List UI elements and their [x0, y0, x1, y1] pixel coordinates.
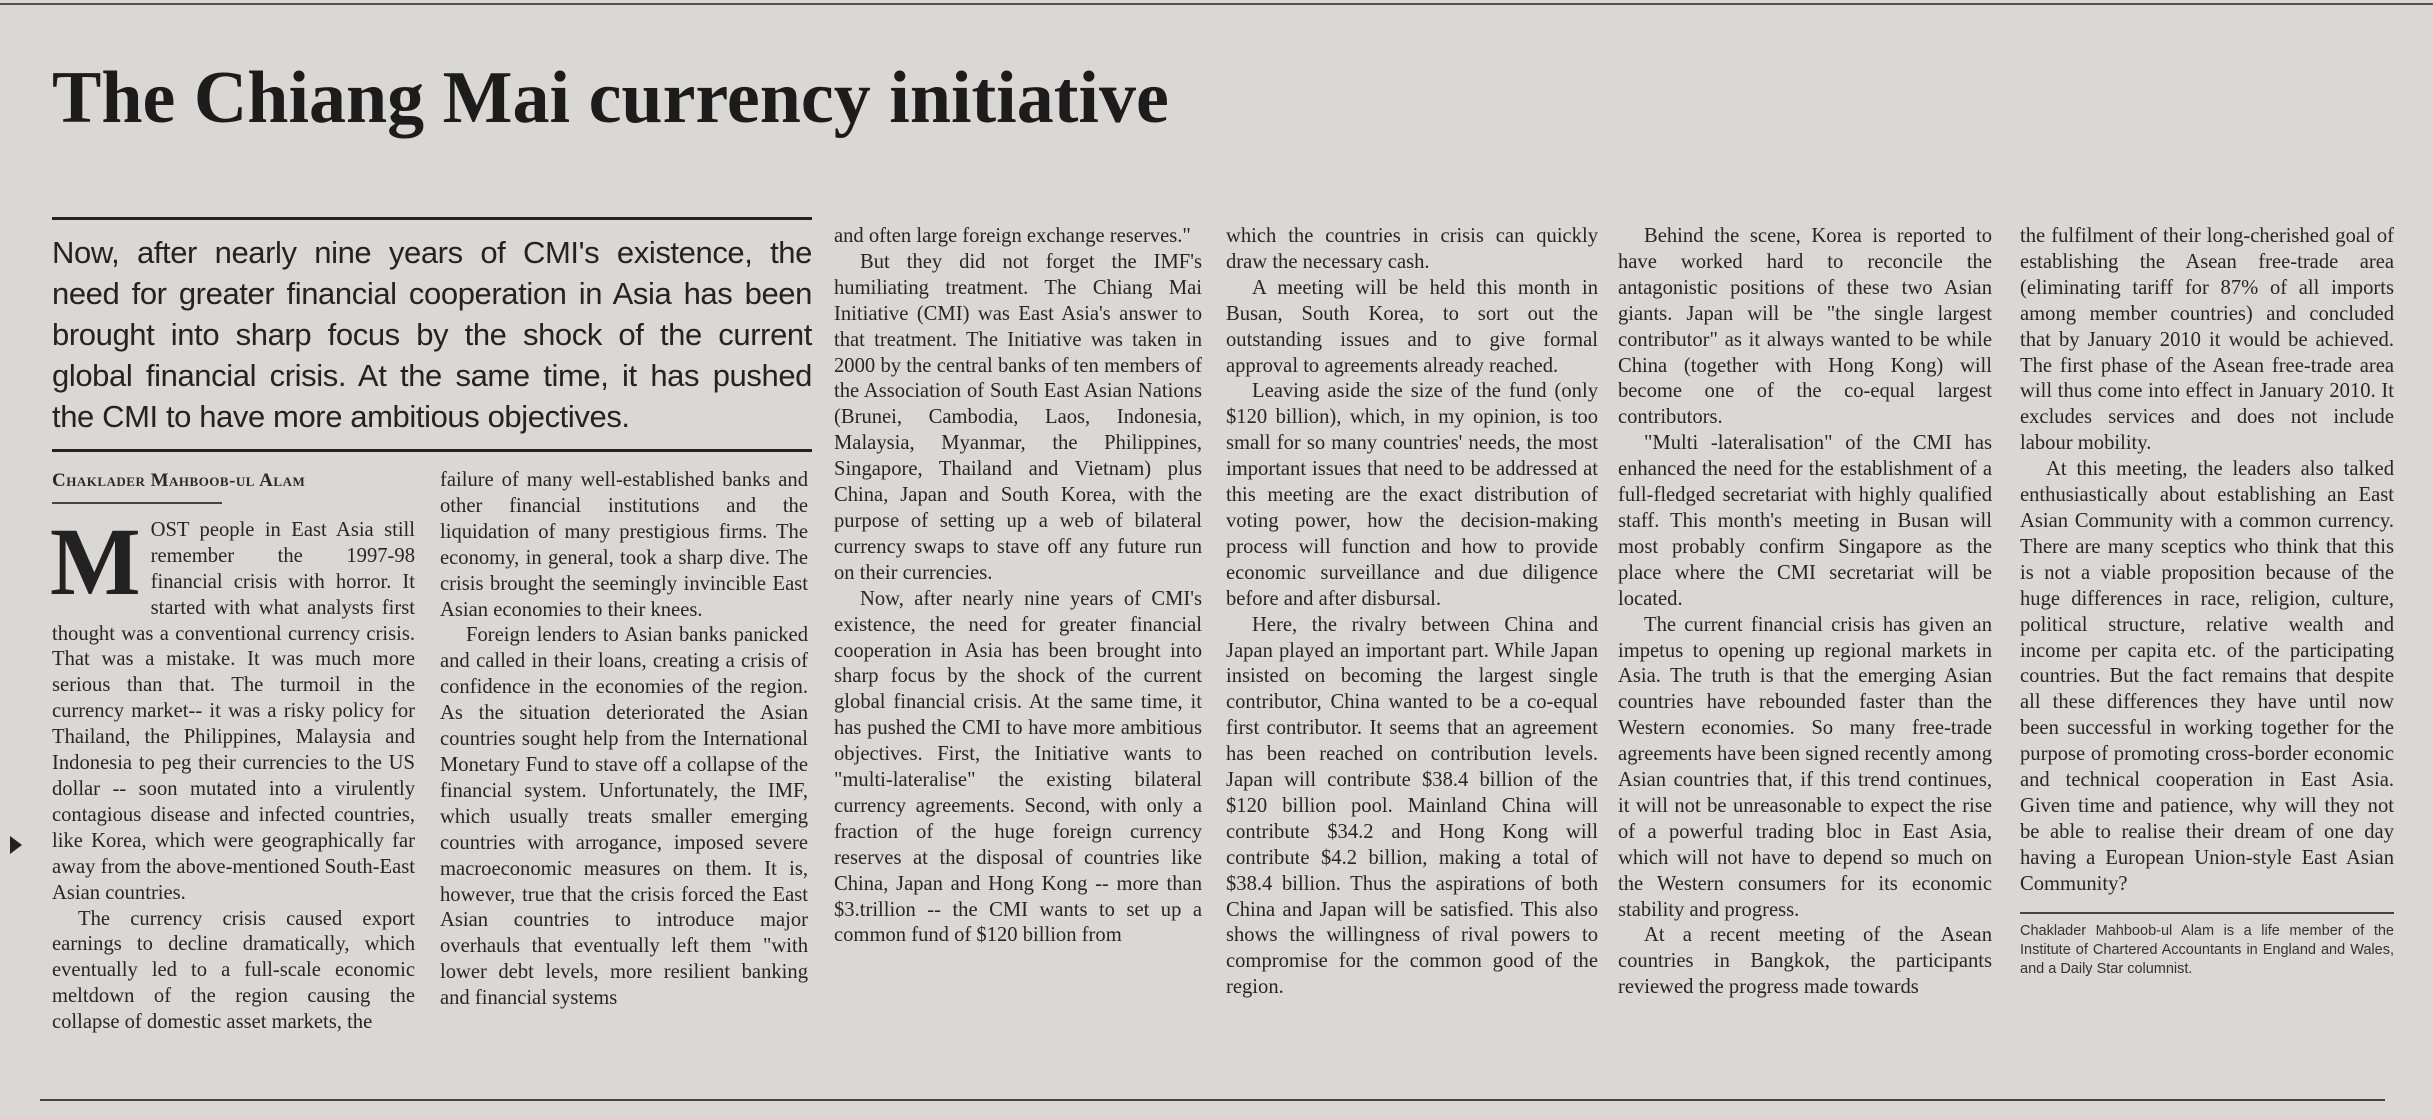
standfirst-rule-bottom [52, 449, 812, 452]
bio-rule [2020, 912, 2394, 914]
margin-arrow-icon [10, 836, 22, 854]
paragraph: Here, the rivalry between China and Japan played an important part. While Japan insisted on becoming the largest single contributor, China wanted to be a co-equal first contributor. It seems that an agreement has been reached on contribution levels. Japan will contribute $38.4 billion of the $120 billion pool. Mainland China will contribute $34.2 and Hong Kong will contribute $4.2 billion, making a total of $38.4 billion. Thus the aspirations of both China and Japan will be satisfied. This also shows the willingness of rival powers to compromise for the common good of the region. [1226, 613, 1598, 999]
paragraph: The current financial crisis has given an impetus to opening up regional markets in Asia. The truth is that the emerging Asian countries have rebounded faster than the Western economies. So many free-trade agreements have been signed recently among Asian countries that, if this trend continues, it will not be unreasonable to expect the rise of a powerful trading bloc in East Asia, which will not have to depend so much on the Western consumers for its economic stability and progress. [1618, 613, 1992, 921]
paragraph: "Multi -lateralisation" of the CMI has enhanced the need for the establishment of a full-fledged secretariat with highly qualified staff. This month's meeting in Busan will most probably confirm Singapore as the place where the CMI secretariat will be located. [1618, 432, 1992, 610]
paragraph: the fulfilment of their long-cherished goal of establishing the Asean free-trade area (eliminating tariff for 87% of all imports among member countries) and concluded that by January 2010 it would be achieved. The first phase of the Asean free-trade area will thus come into effect in January 2010. It excludes services and does not include labour mobility. [2020, 225, 2394, 455]
paragraph: Foreign lenders to Asian banks panicked and called in their loans, creating a crisis of confidence in the economies of the region. As the situation deteriorated the Asian countries sought help from the International Monetary Fund to stave off a collapse of the financial system. Unfortunately, the IMF, which usually treats smaller emerging countries with arrogance, imposed severe macroeconomic measures on them. It is, however, true that the crisis forced the East Asian countries to introduce major overhauls that eventually left them "with lower debt levels, more resilient banking and financial systems [440, 624, 808, 1010]
drop-cap: M [50, 507, 141, 615]
byline: Chaklader Mahboob-ul Alam [52, 468, 222, 504]
paragraph: Now, after nearly nine years of CMI's existence, the need for greater financial cooperation in Asia has been brought into sharp focus by the shock of the current global financial crisis. At the same time, it has pushed the CMI to have more ambitious objectives. First, the Initiative wants to "multi-lateralise" the existing bilateral currency agreements. Second, with only a fraction of the huge foreign currency reserves at the disposal of countries like China, Japan and Hong Kong -- more than $3.trillion -- the CMI wants to set up a common fund of $120 billion from [834, 587, 1202, 947]
top-rule [0, 3, 2433, 5]
paragraph: and often large foreign exchange reserves." [834, 225, 1191, 247]
paragraph: failure of many well-established banks and other financial institutions and the liquidation of many prestigious firms. The economy, in general, took a sharp dive. The crisis brought the seemingly invincible East Asian economies to their knees. [440, 469, 808, 621]
column-3 [834, 224, 1202, 949]
byline-block [52, 468, 415, 504]
paragraph: At a recent meeting of the Asean countries in Bangkok, the participants reviewed the progress made towards [1618, 924, 1992, 999]
paragraph: A meeting will be held this month in Busan, South Korea, to sort out the outstanding issues and to give formal approval to agreements already reached. [1226, 276, 1598, 377]
column-4 [1226, 224, 1598, 1001]
paragraph: The currency crisis caused export earnings to decline dramatically, which eventually led to a full-scale economic meltdown of the region causing the collapse of domestic asset markets, the [52, 907, 415, 1034]
bottom-rule [40, 1099, 2385, 1101]
standfirst-rule-top [52, 217, 812, 220]
column-5 [1618, 224, 1992, 1001]
standfirst: Now, after nearly nine years of CMI's existence, the need for greater financial cooperation in Asia has been brought into sharp focus by the shock of the current global financial crisis. At the same time, it has pushed the CMI to have more ambitious objectives. [52, 235, 812, 434]
paragraph: which the countries in crisis can quickly draw the necessary cash. [1226, 225, 1598, 273]
column-1 [52, 468, 415, 1036]
paragraph: But they did not forget the IMF's humiliating treatment. The Chiang Mai Initiative (CMI) was East Asia's answer to that treatment. The Initiative was taken in 2000 by the central banks of ten members of the Association of South East Asian Nations (Brunei, Cambodia, Laos, Indonesia, Malaysia, Myanmar, the Philippines, Singapore, Thailand and Vietnam) plus China, Japan and South Korea, with the purpose of setting up a web of bilateral currency swaps to stave off any future run on their currencies. [834, 250, 1202, 584]
paragraph: Behind the scene, Korea is reported to have worked hard to reconcile the antagonistic positions of these two Asian giants. Japan will be "the single largest contributor" as it always wanted to be while China (together with Hong Kong) will become one of the co-equal largest contributors. [1618, 225, 1992, 429]
column-6 [2020, 224, 2394, 979]
paragraph-text: OST people in East Asia still remember the 1997-98 financial crisis with horror. It started with what analysts first thought was a conventional currency crisis. That was a mistake. It was much more serious than that. The turmoil in the currency market-- it was a risky policy for Thailand, the Philippines, Malaysia and Indonesia to peg their currencies to the US dollar -- soon mutated into a virulently contagious disease and infected countries, like Korea, which were geographically far away from the above-mentioned South-East Asian countries. [52, 518, 415, 904]
paragraph: Leaving aside the size of the fund (only $120 billion), which, in my opinion, is too small for so many countries' needs, the most important issues that need to be addressed at this meeting are the exact distribution of voting power, how the decision-making process will function and how to provide economic surveillance and due diligence before and after disbursal. [1226, 380, 1598, 610]
paragraph [50, 507, 415, 907]
paragraph: At this meeting, the leaders also talked enthusiastically about establishing an East Asian Community with a common currency. There are many sceptics who think that this is not a viable proposition because of the huge differences in race, religion, culture, political structure, relative wealth and income per capita etc. of the participating countries. But the fact remains that despite all these differences they have until now been successful in working together for the purpose of promoting cross-border economic and technical cooperation in East Asia. Given time and patience, why will they not be able to realise their dream of one day having a European Union-style East Asian Community? [2020, 458, 2394, 895]
column-2 [440, 468, 808, 1012]
author-bio: Chaklader Mahboob-ul Alam is a life member of the Institute of Chartered Accountants in England and Wales, and a Daily Star columnist. [2020, 922, 2394, 977]
headline: The Chiang Mai currency initiative [52, 57, 1169, 139]
